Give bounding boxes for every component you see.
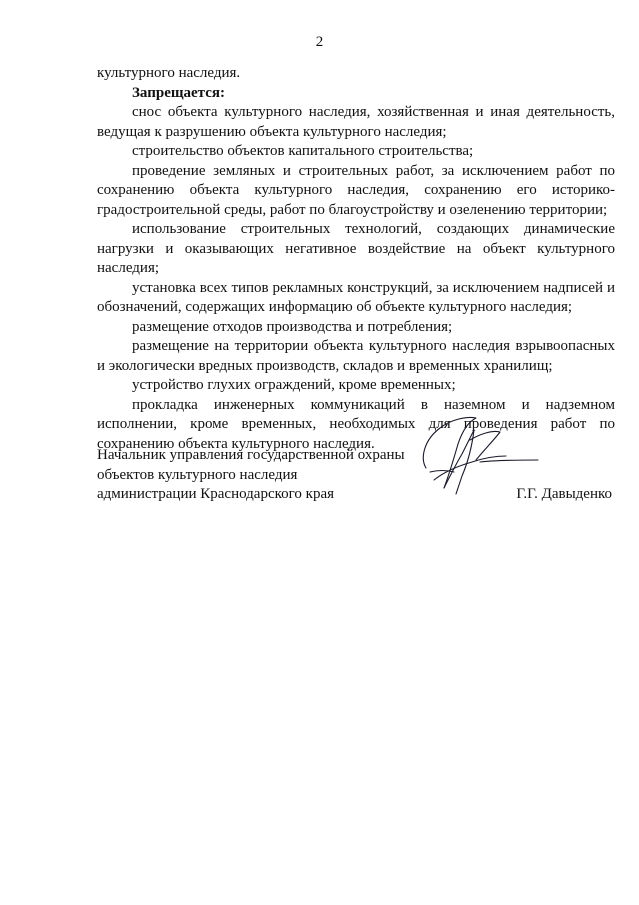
- prohibition-item: размещение на территории объекта культурного наследия взрывоопасных и экологически вредных производств, складов и временных хранилищ;: [97, 338, 615, 374]
- prohibition-item: строительство объектов капитального строительства;: [132, 143, 474, 159]
- signatory-title-line: администрации Краснодарского края: [97, 486, 335, 502]
- prohibition-item: снос объекта культурного наследия, хозяйственная и иная деятельность, ведущая к разрушению объекта культурного наследия;: [97, 104, 615, 140]
- page-number: 2: [315, 34, 324, 50]
- signer-name: Г.Г. Давыденко: [516, 486, 612, 502]
- prohibition-item: использование строительных технологий, создающих динамические нагрузки и оказывающих негативное воздействие на объект культурного наследия;: [97, 221, 615, 276]
- prohibition-item: прокладка инженерных коммуникаций в наземном и надземном исполнении, кроме временных, необходимых для проведения работ по сохранению объекта культурного наследия.: [97, 396, 615, 452]
- prohibition-item: устройство глухих ограждений, кроме временных;: [132, 377, 456, 393]
- prohibitions-heading: Запрещается:: [132, 84, 226, 101]
- paragraph-continuation: культурного наследия.: [97, 65, 241, 81]
- signatory-title-line: объектов культурного наследия: [97, 466, 298, 483]
- prohibition-item: проведение земляных и строительных работ, за исключением работ по сохранению объекта культурного наследия, сохранению его историко-градостроительной среды, работ по благоустройству и озеленению территории;: [97, 162, 615, 218]
- prohibition-item: размещение отходов производства и потребления;: [132, 318, 453, 335]
- prohibition-item: установка всех типов рекламных конструкций, за исключением надписей и обозначений, содержащих информацию об объекте культурного наследия;: [97, 279, 615, 315]
- signatory-title-line: Начальник управления государственной охраны: [97, 447, 405, 463]
- document-body: [97, 64, 615, 454]
